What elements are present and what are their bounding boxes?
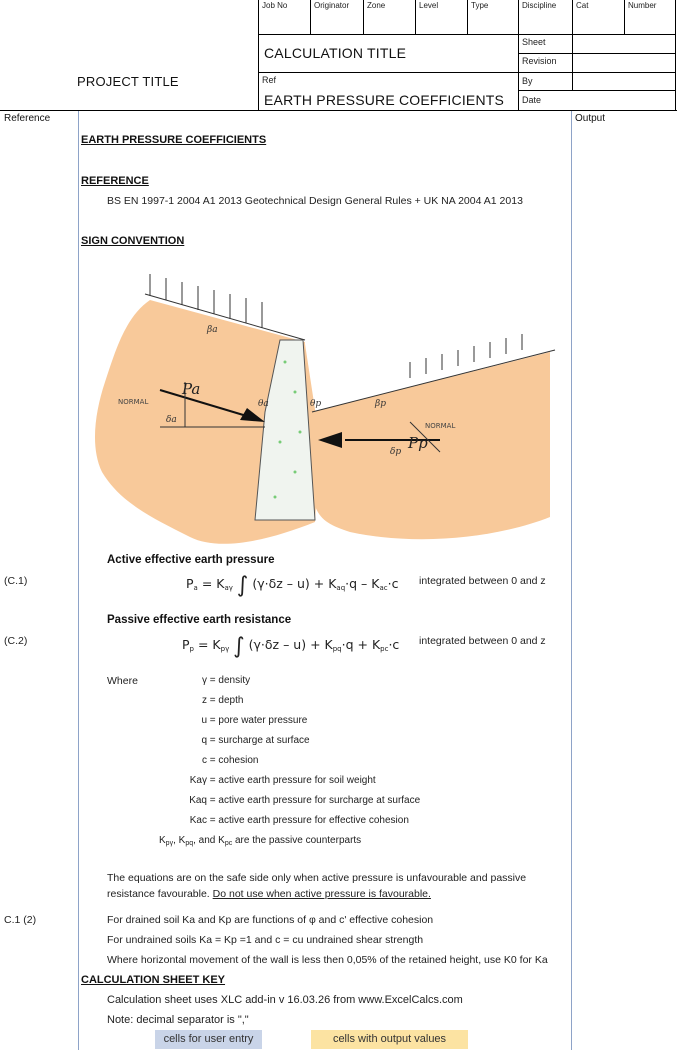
normal-right-label: NORMAL	[425, 422, 456, 430]
output-key-cell: cells with output values	[311, 1030, 468, 1049]
definition-row: c = cohesion	[202, 755, 259, 766]
svg-text:θp: θp	[310, 399, 322, 409]
active-note: integrated between 0 and z	[419, 575, 546, 587]
reference-column-divider	[78, 111, 79, 1050]
project-title: PROJECT TITLE	[77, 74, 179, 89]
definition-row: Kaγ = active earth pressure for soil weight	[189, 775, 376, 786]
header-col-number: Number	[628, 1, 657, 10]
undrained-note: For undrained soils Ka = Kp =1 and c = cu undrained shear strength	[107, 934, 424, 946]
safe-note-line2: resistance favourable. Do not use when active pressure is favourable.	[107, 888, 431, 900]
by-label: By	[522, 76, 533, 86]
passive-counterparts-row: $K_{p\gamma}$, $K_{pq}$, and $K_{pc}$ are the passive counterparts	[159, 835, 362, 847]
safe-note-line1: The equations are on the safe side only when active pressure is unfavourable and passive	[107, 872, 527, 884]
passive-ref: (C.2)	[4, 635, 28, 647]
passive-title: Passive effective earth resistance	[107, 614, 292, 626]
output-column-label: Output	[575, 113, 606, 124]
sign-convention-heading: SIGN CONVENTION	[81, 235, 185, 247]
active-ref: (C.1)	[4, 575, 28, 587]
header-col-cat: Cat	[576, 1, 589, 10]
revision-label: Revision	[522, 56, 557, 66]
c1-2-ref: C.1 (2)	[4, 914, 37, 926]
pp-label: Pp	[408, 434, 428, 452]
sign-convention-diagram	[90, 262, 560, 552]
header-col-originator: Originator	[314, 1, 350, 10]
user-entry-key-cell: cells for user entry	[155, 1030, 262, 1049]
output-column-divider	[571, 111, 572, 1050]
reference-text: BS EN 1997-1 2004 A1 2013 Geotechnical Design General Rules + UK NA 2004 A1 2013	[107, 195, 523, 207]
ref-value: EARTH PRESSURE COEFFICIENTS	[264, 92, 505, 108]
definition-row: q = surcharge at surface	[201, 735, 310, 746]
definition-row: z = depth	[202, 695, 244, 706]
definition-row: γ = density	[202, 675, 251, 686]
key-heading: CALCULATION SHEET KEY	[81, 974, 226, 986]
reference-column-label: Reference	[4, 113, 51, 124]
reference-heading: REFERENCE	[81, 175, 149, 187]
definition-row: Kaq = active earth pressure for surcharge at surface	[189, 795, 421, 806]
header-col-type: Type	[471, 1, 489, 10]
header-col-level: Level	[419, 1, 439, 10]
pa-label: Pa	[182, 380, 201, 398]
svg-text:δp: δp	[390, 447, 402, 457]
page-heading: EARTH PRESSURE COEFFICIENTS	[81, 134, 267, 146]
key-line2: Note: decimal separator is ","	[107, 1014, 249, 1026]
svg-text:δa: δa	[166, 415, 177, 425]
definition-row: u = pore water pressure	[201, 715, 308, 726]
drained-note: For drained soil Ka and Kp are functions of φ and c' effective cohesion	[107, 914, 434, 926]
right-soil	[312, 352, 550, 539]
svg-text:βp: βp	[375, 399, 386, 409]
where-label: Where	[107, 675, 138, 687]
active-title: Active effective earth pressure	[107, 554, 275, 566]
definition-row: Kac = active earth pressure for effective cohesion	[189, 815, 409, 826]
sheet-label: Sheet	[522, 37, 546, 47]
svg-text:θa: θa	[258, 399, 269, 409]
key-line1: Calculation sheet uses XLC add-in v 16.03.26 from www.ExcelCalcs.com	[107, 994, 463, 1006]
header-col-job-no: Job No	[262, 1, 288, 10]
horizontal-movement-note: Where horizontal movement of the wall is less then 0,05% of the retained height, use K0 for Ka	[107, 954, 548, 966]
header-col-zone: Zone	[367, 1, 386, 10]
ref-label: Ref	[262, 75, 277, 85]
svg-text:βa: βa	[207, 325, 218, 335]
active-formula: $P_a = K_{a\gamma}$ ∫ $(\gamma\cdot\delta z - u) + K_{aq}\cdot q - K_{ac}\cdot c$	[186, 573, 399, 598]
header-col-discipline: Discipline	[522, 1, 557, 10]
calculation-title: CALCULATION TITLE	[264, 45, 407, 61]
normal-left-label: NORMAL	[118, 398, 149, 406]
date-label: Date	[522, 95, 542, 105]
passive-note: integrated between 0 and z	[419, 635, 546, 647]
passive-formula: $P_p = K_{p\gamma}$ ∫ $(\gamma\cdot\delta z - u) + K_{pq}\cdot q + K_{pc}\cdot c$	[182, 634, 400, 659]
